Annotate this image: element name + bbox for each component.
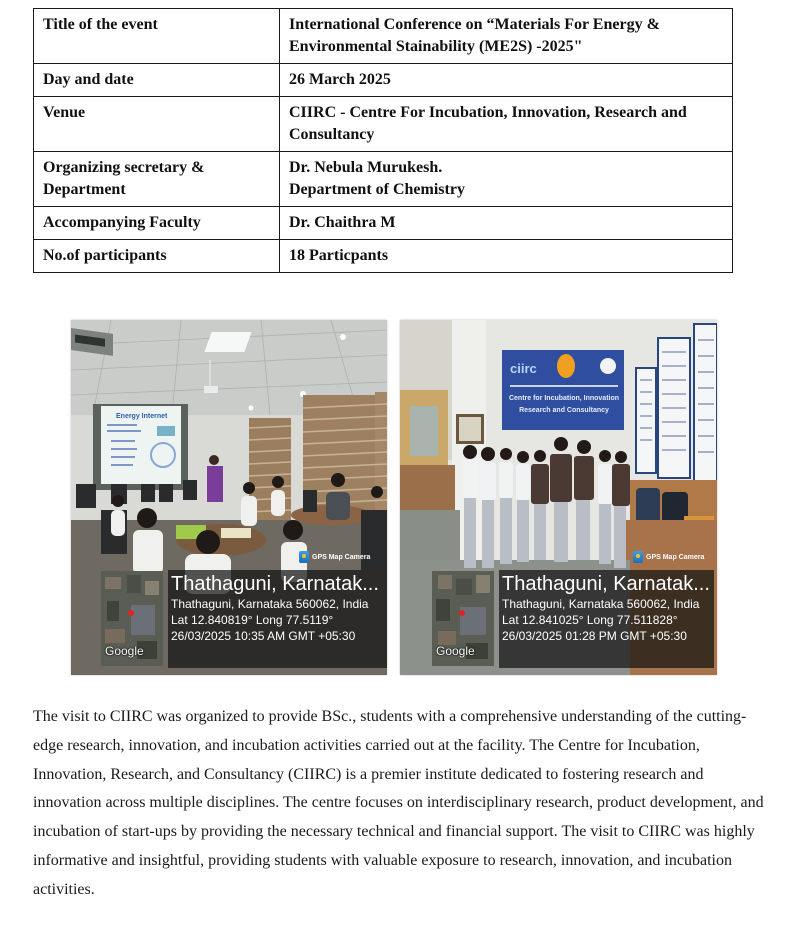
photo-group-ciirc [400, 320, 717, 675]
map-pin-icon: ● [458, 606, 467, 621]
participant-count: 18 Particpants [289, 247, 389, 264]
event-title-line: International Conference on “Materials For Energy & [289, 16, 660, 33]
row-value [280, 152, 733, 207]
row-value [280, 97, 733, 152]
event-details-table [33, 8, 733, 273]
table-row-venue [34, 97, 733, 152]
table-row-date [34, 64, 733, 97]
organizer-department: Department of Chemistry [289, 181, 465, 198]
label-line: Department [43, 181, 126, 198]
row-label: No.of participants [34, 240, 280, 273]
gps-app-name: GPS Map Camera [312, 553, 371, 561]
gps-address: Thathaguni, Karnataka 560062, India [171, 597, 369, 611]
slide-title: Energy Internet [116, 413, 168, 420]
map-pin-icon: ● [127, 606, 136, 621]
row-value [280, 207, 733, 240]
venue-line: CIIRC - Centre For Incubation, Innovation, Research and [289, 104, 687, 121]
table-row-organizer [34, 152, 733, 207]
gps-coordinates: Lat 12.840819° Long 77.5119° [171, 613, 334, 627]
map-provider-label: Google [105, 644, 144, 658]
banner-logo: ciirc [510, 361, 537, 376]
gps-app-badge [299, 551, 370, 563]
row-value [280, 240, 733, 273]
gps-app-badge [633, 551, 704, 563]
map-thumbnail [432, 571, 494, 666]
gps-app-name: GPS Map Camera [646, 553, 705, 561]
visit-report-paragraph: The visit to CIIRC was organized to provide BSc., students with a comprehensive understanding of the cutting-edge research, innovation, and incubation activities carried out at the facility. The Centre for Incubation, Innovation, Research, and Consultancy (CIIRC) is a premier institute dedicated to fostering research and innovation across multiple disciplines. The centre focuses on interdisciplinary research, product development, and incubation of start-ups by providing the necessary technical and financial support. The visit to CIIRC was highly informative and insightful, providing students with valuable exposure to research, innovation, and incubation activities. [33, 708, 764, 898]
gps-place: Thathaguni, Karnatak... [502, 573, 710, 595]
event-date: 26 March 2025 [289, 71, 391, 88]
row-value [280, 9, 733, 64]
organizer-name: Dr. Nebula Murukesh. [289, 159, 443, 176]
gps-place: Thathaguni, Karnatak... [171, 573, 379, 595]
row-label [34, 152, 280, 207]
row-label: Venue [34, 97, 280, 152]
table-row-faculty [34, 207, 733, 240]
gps-timestamp: 26/03/2025 01:28 PM GMT +05:30 [502, 629, 687, 643]
label-line: Organizing secretary & [43, 159, 205, 176]
gps-location-panel [168, 570, 387, 668]
event-title-line: Environmental Stainability (ME2S) -2025" [289, 38, 583, 55]
venue-line: Consultancy [289, 126, 375, 143]
row-label: Day and date [34, 64, 280, 97]
map-thumbnail [101, 571, 163, 666]
map-provider-label: Google [436, 644, 475, 658]
banner-line-1: Centre for Incubation, Innovation [508, 395, 620, 402]
banner-line-2: Research and Consultancy [519, 407, 609, 414]
gps-coordinates: Lat 12.841025° Long 77.511828° [502, 613, 678, 627]
gps-map-camera-icon [633, 551, 643, 563]
photo-conference-session [71, 320, 387, 675]
table-row-title [34, 9, 733, 64]
gps-map-camera-icon [299, 551, 309, 563]
gps-location-panel [499, 570, 714, 668]
row-label: Accompanying Faculty [34, 207, 280, 240]
faculty-name: Dr. Chaithra M [289, 214, 396, 231]
gps-address: Thathaguni, Karnataka 560062, India [502, 597, 700, 611]
gps-timestamp: 26/03/2025 10:35 AM GMT +05:30 [171, 629, 356, 643]
row-label: Title of the event [34, 9, 280, 64]
table-row-participants [34, 240, 733, 273]
row-value [280, 64, 733, 97]
